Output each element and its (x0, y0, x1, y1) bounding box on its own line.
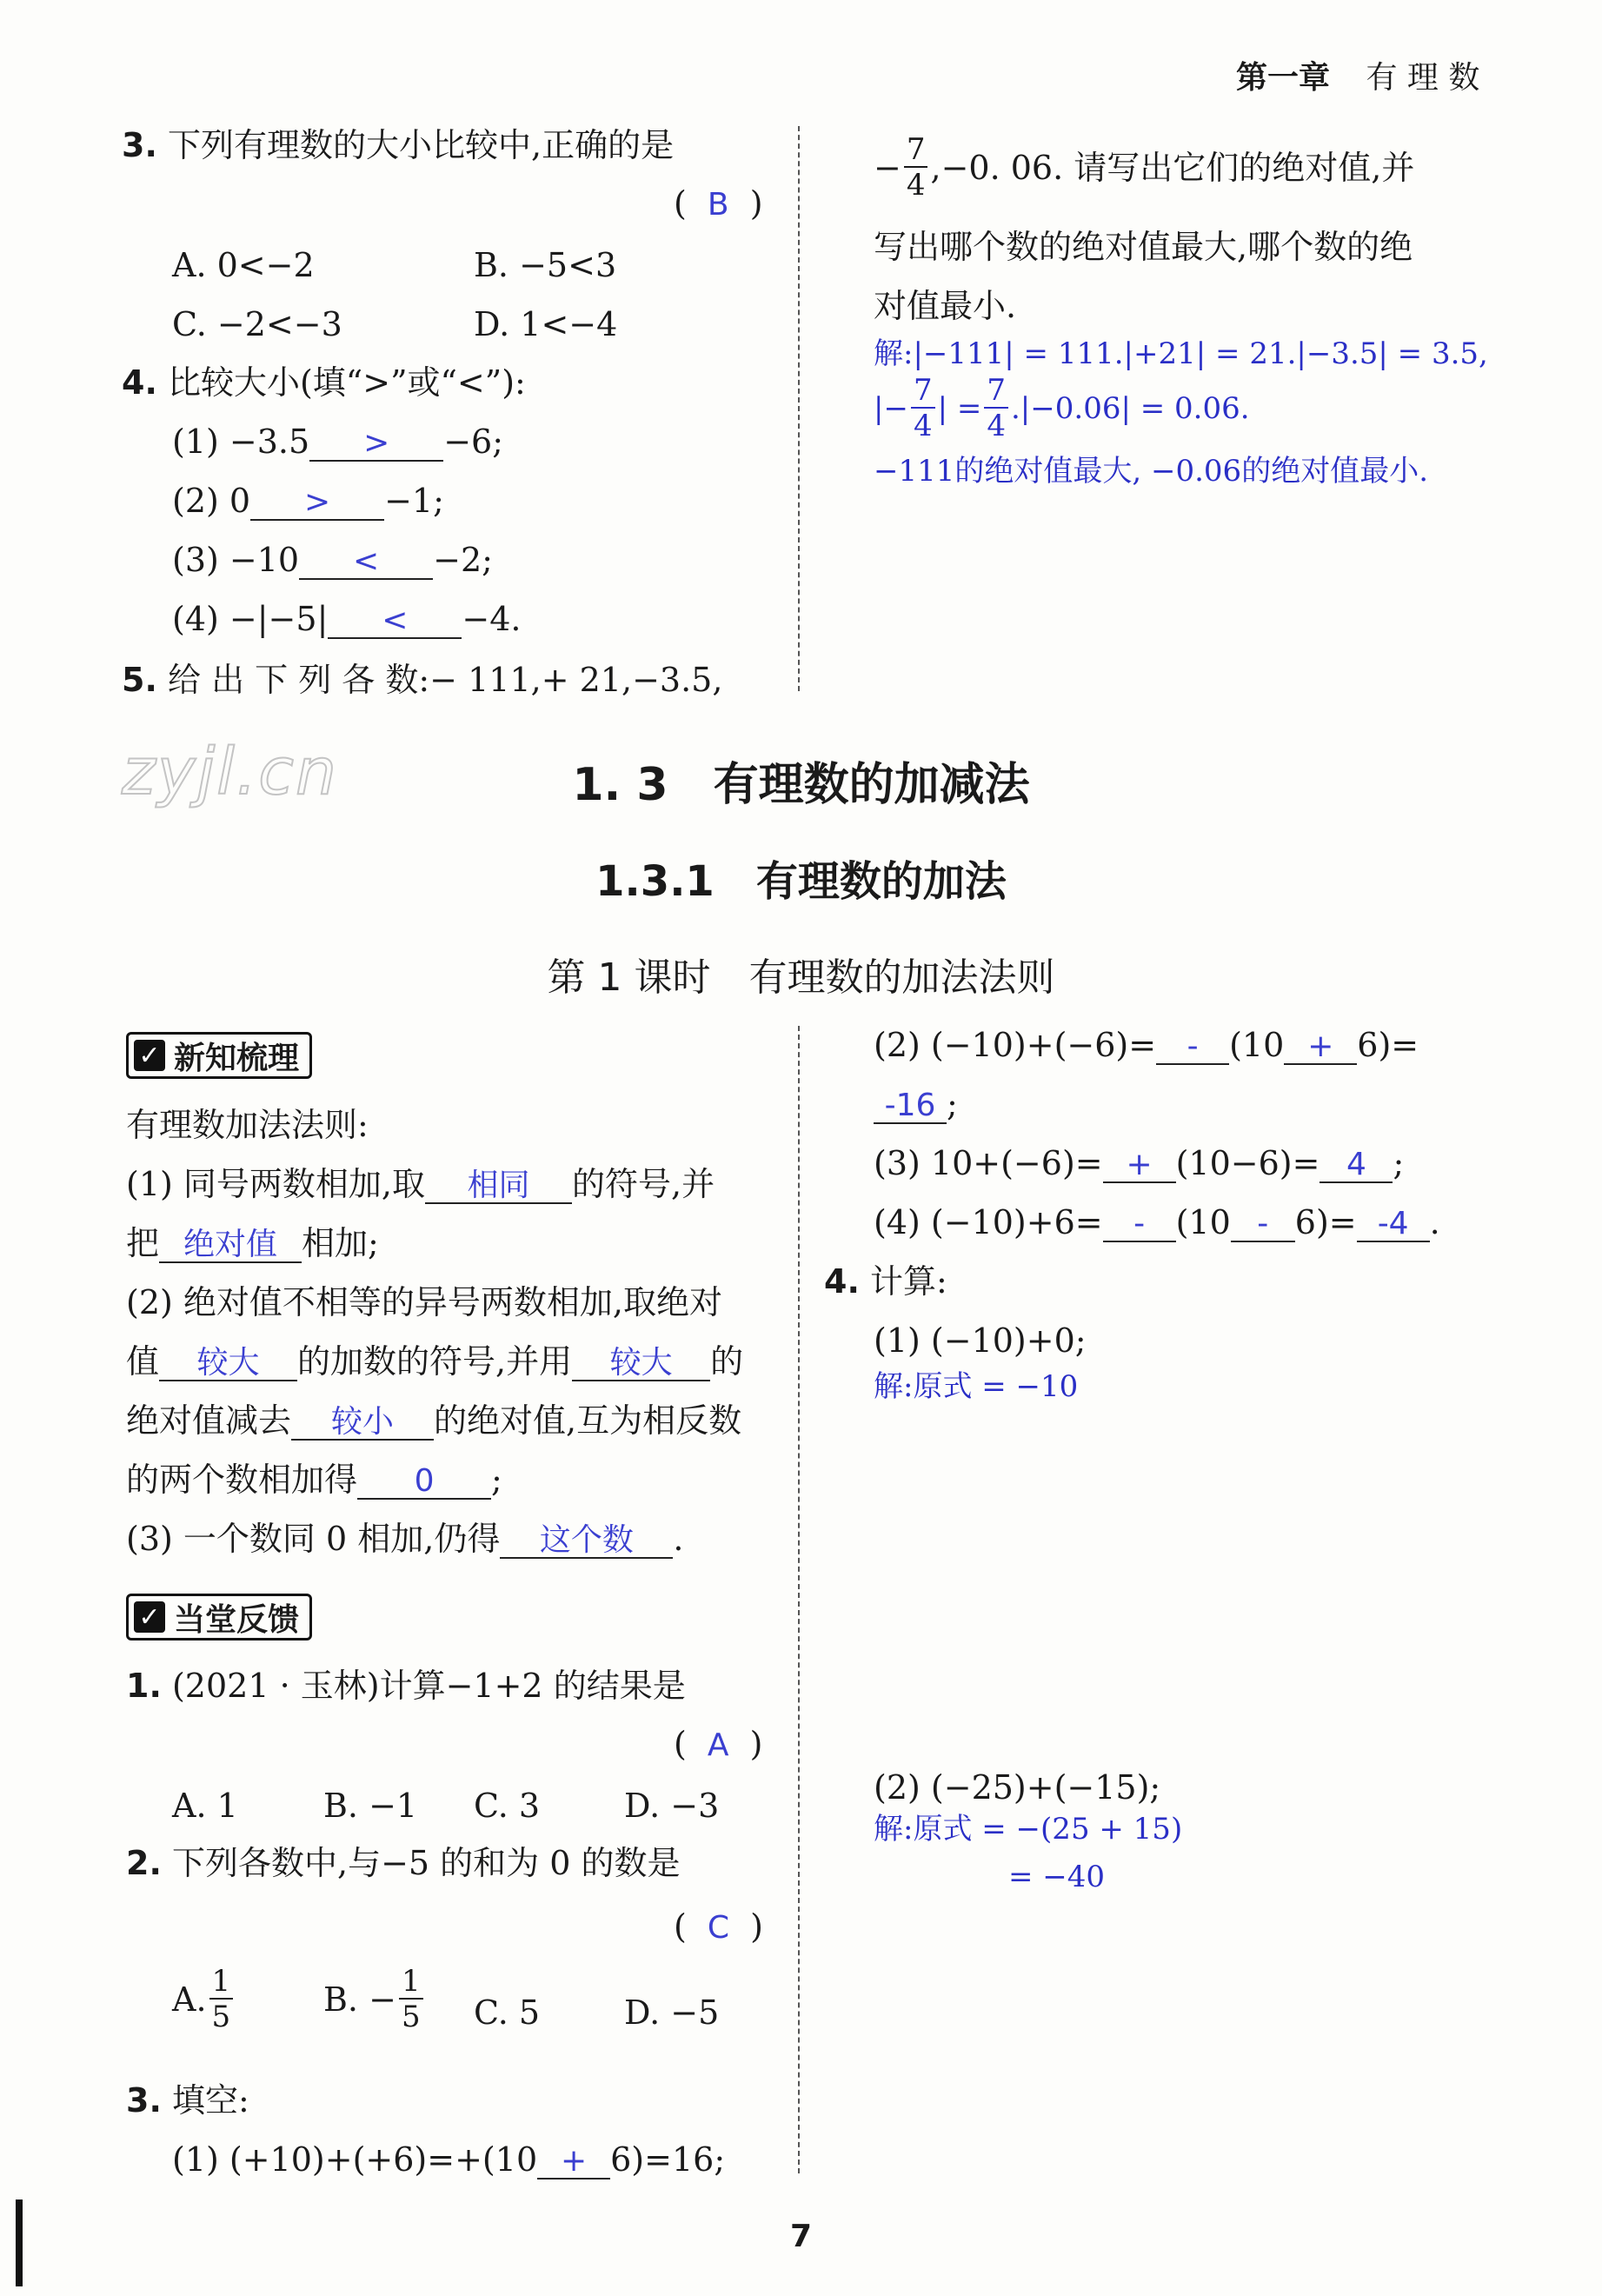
rule-1: (1) 同号两数相加,取 相同 的符号,并 (126, 1165, 715, 1203)
option-d: D. −5 (624, 1993, 720, 2032)
solution-line-3: −111的绝对值最大, −0.06的绝对值最小. (874, 454, 1428, 489)
question-4-top: 4. 比较大小(填“>”或“<”): (122, 363, 526, 402)
fill-blank: 这个数 (500, 1524, 673, 1559)
fill-blank: 4 (1319, 1148, 1393, 1183)
fill-blank: - (1156, 1030, 1229, 1065)
fill-item-1: (1) (+10)+(+6)=+(10 + 6)=16; (172, 2140, 726, 2179)
fill-blank: 0 (357, 1465, 491, 1500)
fill-blank: + (1284, 1030, 1357, 1065)
feedback-question-1: 1. (2021 · 玉林)计算−1+2 的结果是 (126, 1667, 686, 1705)
compute-part-2: (2) (−25)+(−15); (874, 1768, 1161, 1807)
compare-item-2: (2) 0 > −1; (172, 482, 444, 520)
fill-blank: -16 (874, 1089, 947, 1124)
fill-blank: + (537, 2145, 610, 2180)
scan-edge-mark (16, 2200, 23, 2286)
question-5-line-2: 写出哪个数的绝对值最大,哪个数的绝 (874, 228, 1413, 266)
rule-2-cont-3: 的两个数相加得 0 ; (126, 1461, 502, 1499)
chapter-label: 第一章 (1236, 60, 1331, 96)
fill-blank: 较大 (159, 1347, 297, 1381)
fill-blank: 绝对值 (159, 1228, 302, 1263)
answer-bracket-q3: ( B ) (674, 184, 763, 223)
question-5-continued: − $\frac{7}{4}$ ,−0. 06. 请写出它们的绝对值,并 (874, 132, 1415, 203)
fraction: $\frac{7}{4}$ (911, 376, 935, 441)
fill-blank: < (328, 604, 462, 639)
question-5: 5. 给 出 下 列 各 数:− 111,+ 21,−3.5, (122, 661, 723, 699)
fill-blank: 较大 (572, 1347, 710, 1381)
answer-bracket-fq1: ( A ) (674, 1725, 763, 1763)
fill-blank: - (1231, 1208, 1295, 1242)
rule-2-cont-2: 绝对值减去 较小 的绝对值,互为相反数 (126, 1401, 742, 1440)
rule-2: (2) 绝对值不相等的异号两数相加,取绝对 (126, 1283, 722, 1321)
running-header (1236, 60, 1480, 96)
option-b: B. − $\frac{1}{5}$ (323, 1967, 426, 2032)
question-3-top: 3. 下列有理数的大小比较中,正确的是 (122, 126, 675, 164)
watermark: zyjl.cn (122, 735, 338, 809)
compare-item-4: (4) −|−5| < −4. (172, 600, 522, 638)
rule-1-cont: 把 绝对值 相加; (126, 1224, 379, 1262)
option-c: C. 3 (474, 1787, 541, 1825)
fill-blank: 较小 (291, 1406, 434, 1441)
compare-item-1: (1) −3.5 > −6; (172, 423, 504, 461)
checkbox-icon: ✓ (134, 1601, 165, 1633)
option-c: C. −2<−3 (172, 305, 342, 343)
feedback-question-2: 2. 下列各数中,与−5 的和为 0 的数是 (126, 1844, 681, 1882)
page-number: 7 (789, 2219, 813, 2254)
fill-blank: 相同 (425, 1169, 572, 1204)
new-knowledge-label: ✓ 新知梳理 (126, 1032, 312, 1079)
option-a: A. 0<−2 (172, 246, 315, 284)
option-b: B. −5<3 (474, 246, 617, 284)
option-d: D. −3 (624, 1787, 720, 1825)
option-c: C. 5 (474, 1993, 541, 2032)
option-d: D. 1<−4 (474, 305, 618, 343)
fill-item-3: (3) 10+(−6)= + (10−6)= 4 ; (874, 1144, 1405, 1182)
solution-line-1: 解:|−111| = 111.|+21| = 21.|−3.5| = 3.5, (874, 336, 1488, 371)
compare-item-3: (3) −10 < −2; (172, 541, 493, 579)
question-4-compute: 4. 计算: (824, 1262, 947, 1301)
fill-blank: + (1103, 1148, 1176, 1183)
rule-intro: 有理数加法法则: (126, 1106, 369, 1144)
fill-item-4: (4) (−10)+6= - (10 - 6)= -4 . (874, 1203, 1440, 1241)
fraction: $\frac{7}{4}$ (984, 376, 1008, 441)
feedback-label: ✓ 当堂反馈 (126, 1594, 312, 1640)
option-b: B. −1 (323, 1787, 418, 1825)
fill-blank: > (250, 486, 384, 521)
question-5-line-3: 对值最小. (874, 287, 1017, 325)
compute-solution-2-line-2: = −40 (1008, 1860, 1106, 1894)
checkbox-icon: ✓ (134, 1040, 165, 1071)
rule-3: (3) 一个数同 0 相加,仍得 这个数 . (126, 1520, 684, 1558)
lesson-heading: 第 1 课时 有理数的加法法则 (547, 955, 1055, 1000)
answer-bracket-fq2: ( C ) (674, 1907, 763, 1946)
fraction-one-fifth: $\frac{1}{5}$ (209, 1967, 234, 2032)
compute-part-1: (1) (−10)+0; (874, 1321, 1087, 1360)
solution-line-2: |− $\frac{7}{4}$ | = $\frac{7}{4}$ .|−0.06| = 0.06. (874, 373, 1250, 443)
fill-blank: -4 (1357, 1208, 1430, 1242)
option-a: A. $\frac{1}{5}$ (172, 1967, 236, 2032)
subsection-heading: 1.3.1 有理数的加法 (595, 857, 1007, 906)
rule-2-cont-1: 值 较大 的加数的符号,并用 较大 的 (126, 1342, 744, 1381)
fraction-one-fifth: $\frac{1}{5}$ (399, 1967, 423, 2032)
fill-blank: < (299, 545, 433, 580)
feedback-question-3: 3. 填空: (126, 2081, 249, 2120)
fill-blank: - (1103, 1208, 1176, 1242)
section-heading: 1. 3 有理数的加减法 (572, 759, 1030, 811)
fill-item-2-cont: -16 ; (874, 1088, 958, 1124)
compute-solution-1: 解:原式 = −10 (874, 1369, 1079, 1404)
column-divider-top (798, 126, 800, 691)
fill-item-2: (2) (−10)+(−6)= - (10 + 6)= (874, 1026, 1419, 1064)
column-divider-bottom (798, 1026, 800, 2173)
fill-blank: > (309, 427, 443, 462)
compute-solution-2: 解:原式 = −(25 + 15) (874, 1812, 1183, 1847)
fraction-seven-fourths: $\frac{7}{4}$ (904, 135, 928, 200)
chapter-title: 有 理 数 (1366, 60, 1480, 96)
option-a: A. 1 (172, 1787, 238, 1825)
